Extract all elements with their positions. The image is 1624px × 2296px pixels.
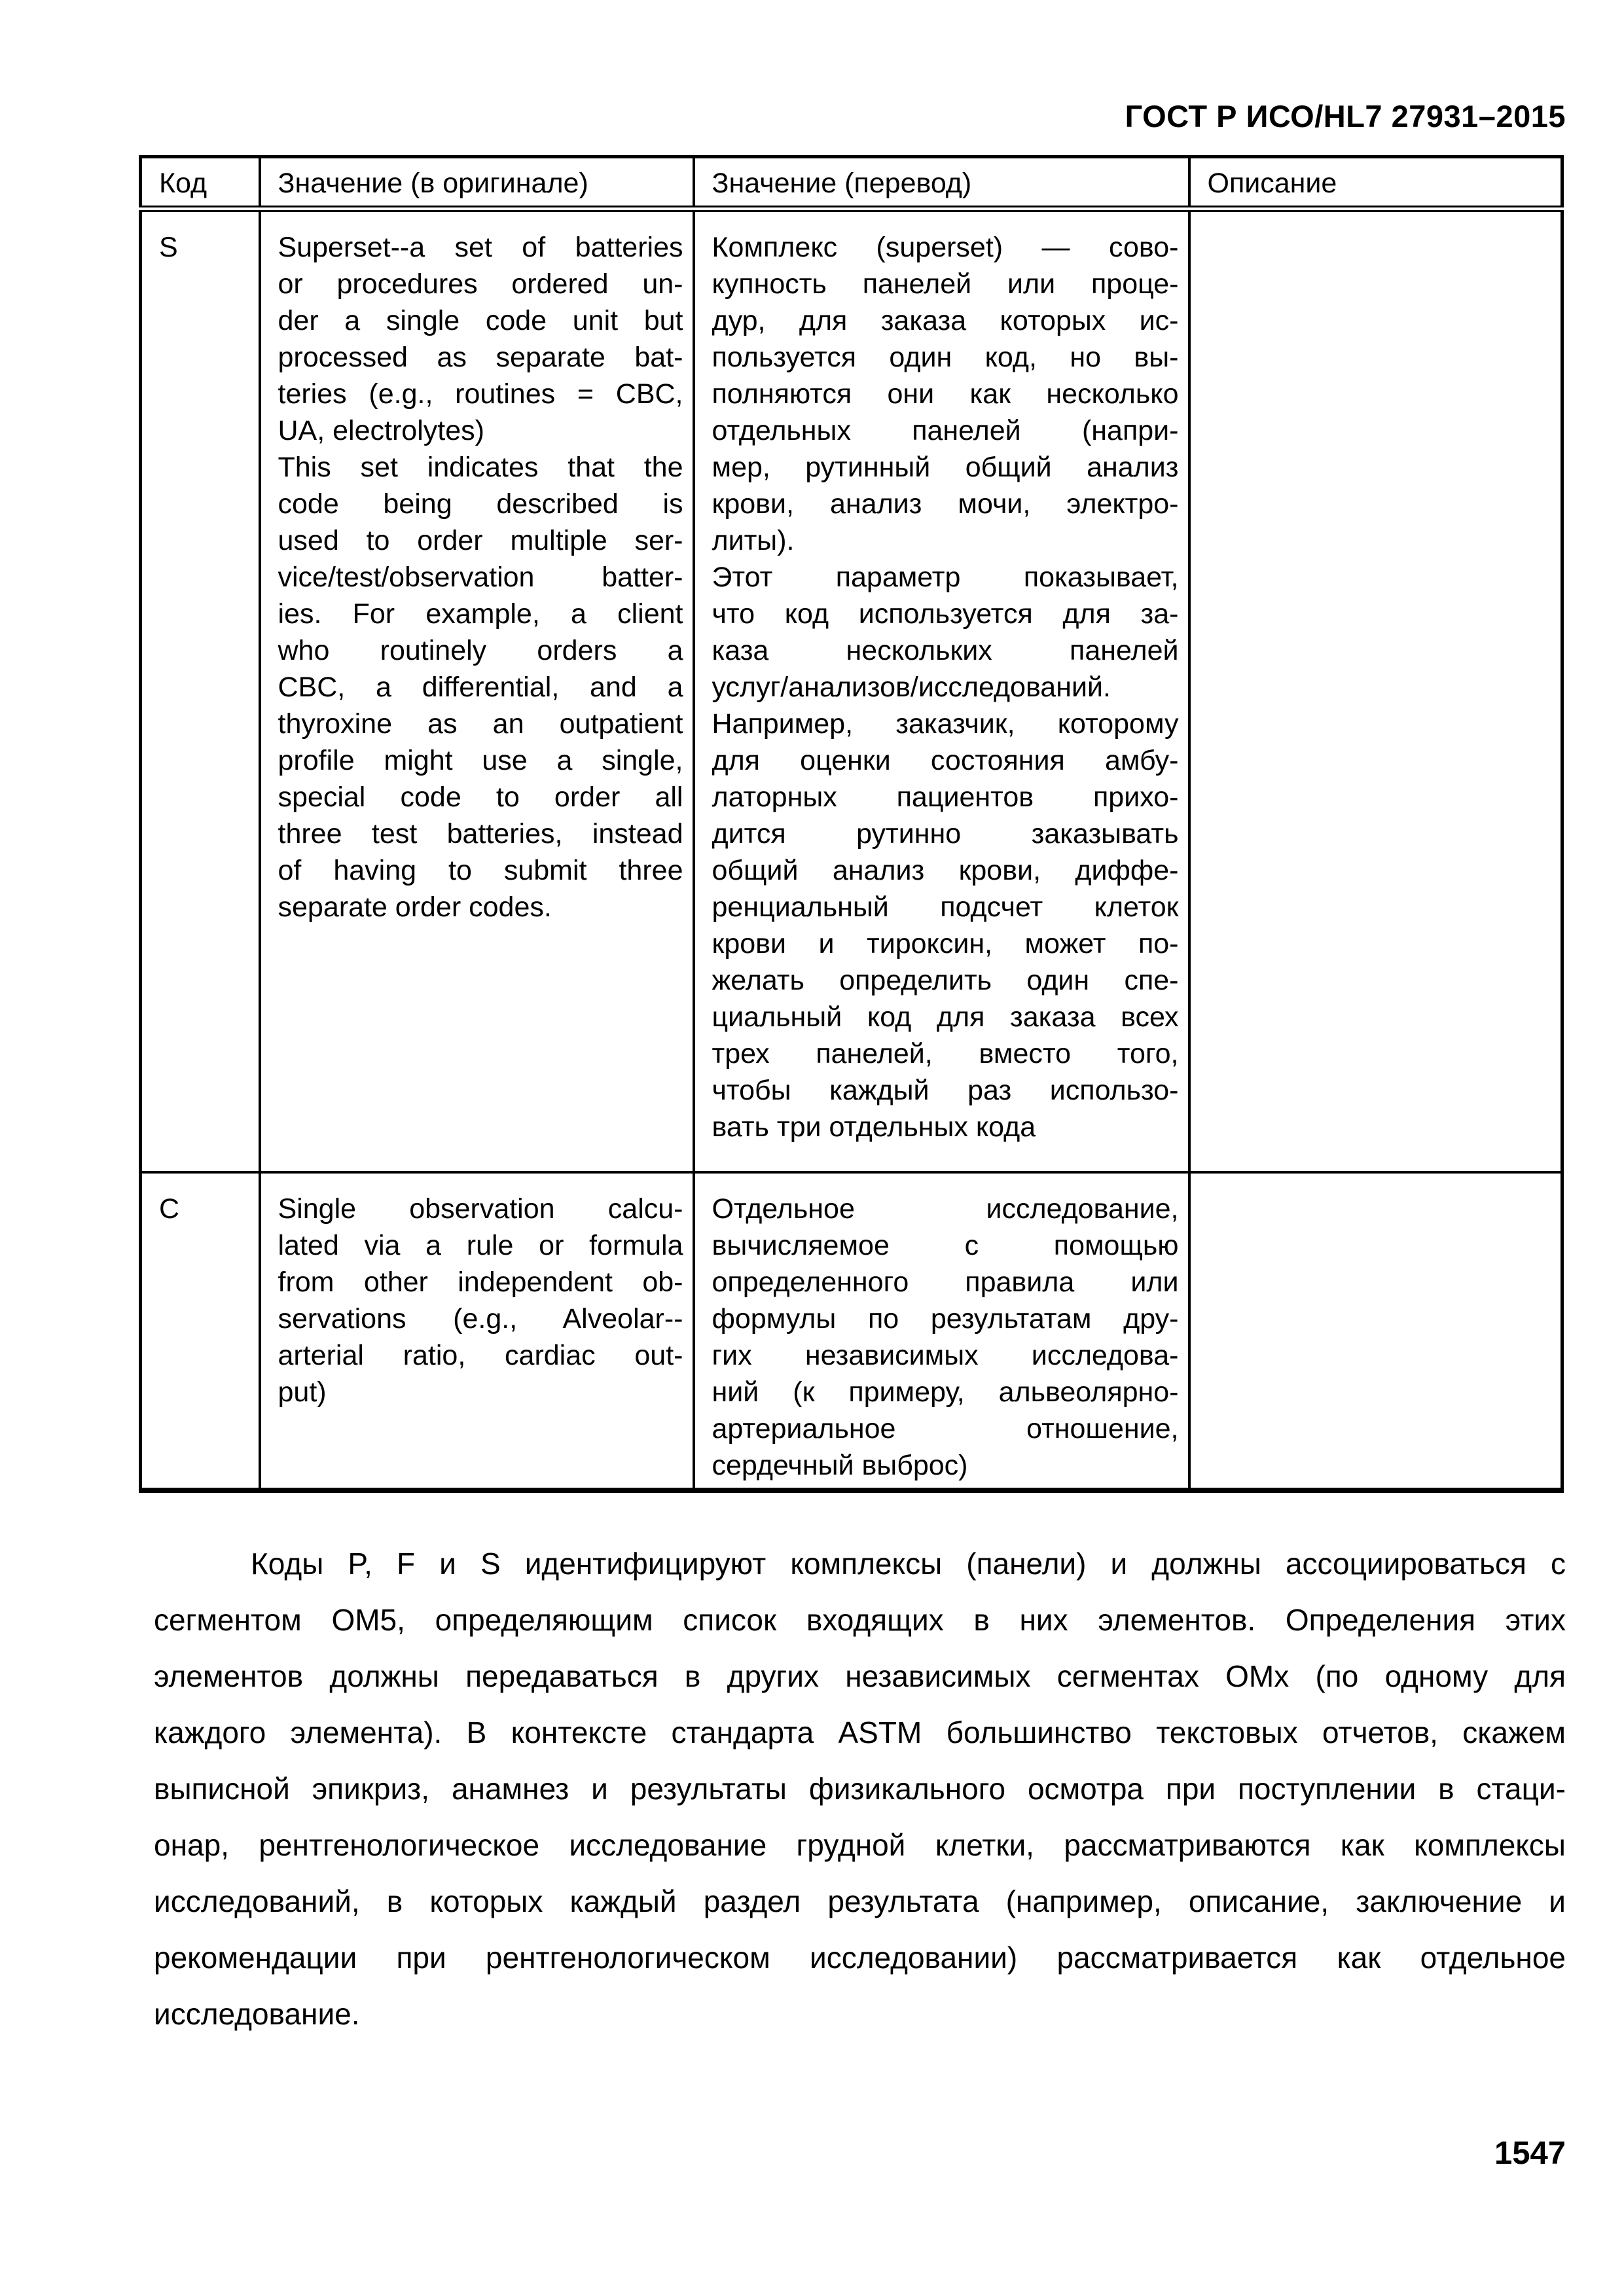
text-line: Коды P, F и S идентифицируют комплексы (панели) и должны ассоциироваться с <box>251 1547 1566 1581</box>
text-line: of having to submit three <box>278 855 683 886</box>
text-line: каждого элемента). В контексте стандарта ASTM большинство текстовых отчетов, скажем <box>154 1715 1566 1749</box>
text-line: полняются они как несколько <box>712 378 1179 410</box>
text-line: трех панелей, вместо того, <box>712 1038 1179 1069</box>
cell-original-s <box>260 209 694 1172</box>
cell-code-c <box>141 1172 260 1490</box>
text-line: Отдельное исследование, <box>712 1193 1179 1225</box>
paragraph <box>712 559 1179 1145</box>
text-line: онар, рентгенологическое исследование грудной клетки, рассматриваются как комплексы <box>154 1828 1566 1862</box>
text-line: для оценки состояния амбу- <box>712 745 1179 776</box>
text-line: processed as separate bat- <box>278 342 683 373</box>
text-line: three test batteries, instead <box>278 818 683 850</box>
text-line: special code to order all <box>278 781 683 813</box>
text-line: or procedures ordered un- <box>278 268 683 300</box>
text-line: сегментом OM5, определяющим список входящих в них элементов. Определения этих <box>154 1603 1566 1637</box>
text-line: вычисляемое с помощью <box>712 1230 1179 1261</box>
text-line: элементов должны передаваться в других независимых сегментах OMx (по одному для <box>154 1659 1566 1693</box>
text-line: Комплекс (superset) — сово- <box>712 232 1179 263</box>
text-line: vice/test/observation batter- <box>278 562 683 593</box>
paragraph <box>712 1191 1179 1484</box>
codes-table-container <box>139 155 1561 1493</box>
text-line: артериальное отношение, <box>712 1413 1179 1444</box>
text-line: from other independent ob- <box>278 1266 683 1298</box>
text-line: крови, анализ мочи, электро- <box>712 488 1179 520</box>
document-standard-header: ГОСТ Р ИСО/HL7 27931–2015 <box>1125 99 1566 134</box>
text-line: put) <box>278 1376 327 1408</box>
text-line: ренциальный подсчет клеток <box>712 891 1179 923</box>
text-line: циальный код для заказа всех <box>712 1001 1179 1033</box>
text-line: крови и тироксин, может по- <box>712 928 1179 960</box>
text-line: who routinely orders a <box>278 635 683 666</box>
table-row-code-s <box>141 209 1562 1172</box>
codes-table <box>139 155 1564 1493</box>
column-header-original: Значение (в оригинале) <box>260 157 694 209</box>
text-line: дур, для заказа которых ис- <box>712 305 1179 336</box>
text-line: купность панелей или проце- <box>712 268 1179 300</box>
text-line: выписной эпикриз, анамнез и результаты физикального осмотра при поступлении в стаци- <box>154 1772 1566 1806</box>
column-header-code: Код <box>141 157 260 209</box>
paragraph <box>278 1191 683 1410</box>
cell-code-s <box>141 209 260 1172</box>
text-line: желать определить один спе- <box>712 965 1179 996</box>
text-line: латорных пациентов прихо- <box>712 781 1179 813</box>
text-line: ies. For example, a client <box>278 598 683 630</box>
text-line: separate order codes. <box>278 891 552 923</box>
page-number: 1547 <box>1494 2136 1566 2171</box>
text-line: arterial ratio, cardiac out- <box>278 1340 683 1371</box>
text-line: чтобы каждый раз использо- <box>712 1075 1179 1106</box>
text-line: UA, electrolytes) <box>278 415 484 446</box>
text-line: гих независимых исследова- <box>712 1340 1179 1371</box>
text-line: пользуется один код, но вы- <box>712 342 1179 373</box>
text-line: каза нескольких панелей <box>712 635 1179 666</box>
text-line: thyroxine as an outpatient <box>278 708 683 740</box>
text-line: дится рутинно заказывать <box>712 818 1179 850</box>
text-line: CBC, a differential, and a <box>278 672 683 703</box>
text-line: исследование. <box>154 1997 360 2031</box>
text-line: der a single code unit but <box>278 305 683 336</box>
cell-translation-s <box>694 209 1189 1172</box>
cell-description-c <box>1189 1172 1562 1490</box>
text-line: отдельных панелей (напри- <box>712 415 1179 446</box>
paragraph <box>712 229 1179 559</box>
text-line: сердечный выброс) <box>712 1450 968 1481</box>
text-line: мер, рутинный общий анализ <box>712 452 1179 483</box>
code-value: C <box>159 1193 180 1225</box>
text-line: Например, заказчик, которому <box>712 708 1179 740</box>
text-line: servations (e.g., Alveolar-- <box>278 1303 683 1335</box>
text-line: Этот параметр показывает, <box>712 562 1179 593</box>
text-line: рекомендации при рентгенологическом исследовании) рассматривается как отдельное <box>154 1941 1566 1975</box>
table-header-row <box>141 157 1562 209</box>
text-line: lated via a rule or formula <box>278 1230 683 1261</box>
text-line: Superset--a set of batteries <box>278 232 683 263</box>
code-value: S <box>159 232 178 263</box>
cell-original-c <box>260 1172 694 1490</box>
text-line: формулы по результатам дру- <box>712 1303 1179 1335</box>
cell-description-s <box>1189 209 1562 1172</box>
paragraph <box>278 449 683 925</box>
text-line: определенного правила или <box>712 1266 1179 1298</box>
text-line: услуг/анализов/исследований. <box>712 672 1111 703</box>
text-line: profile might use a single, <box>278 745 683 776</box>
paragraph <box>154 1535 1566 2042</box>
body-paragraph <box>154 1535 1566 2042</box>
column-header-description: Описание <box>1189 157 1562 209</box>
text-line: вать три отдельных кода <box>712 1111 1036 1143</box>
text-line: code being described is <box>278 488 683 520</box>
text-line: ний (к примеру, альвеолярно- <box>712 1376 1179 1408</box>
column-header-translation: Значение (перевод) <box>694 157 1189 209</box>
text-line: teries (e.g., routines = CBC, <box>278 378 683 410</box>
text-line: исследований, в которых каждый раздел результата (например, описание, заключение и <box>154 1884 1566 1918</box>
text-line: Single observation calcu- <box>278 1193 683 1225</box>
text-line: литы). <box>712 525 795 556</box>
cell-translation-c <box>694 1172 1189 1490</box>
text-line: This set indicates that the <box>278 452 683 483</box>
table-row-code-c <box>141 1172 1562 1490</box>
text-line: что код используется для за- <box>712 598 1179 630</box>
text-line: used to order multiple ser- <box>278 525 683 556</box>
text-line: общий анализ крови, диффе- <box>712 855 1179 886</box>
paragraph <box>278 229 683 449</box>
